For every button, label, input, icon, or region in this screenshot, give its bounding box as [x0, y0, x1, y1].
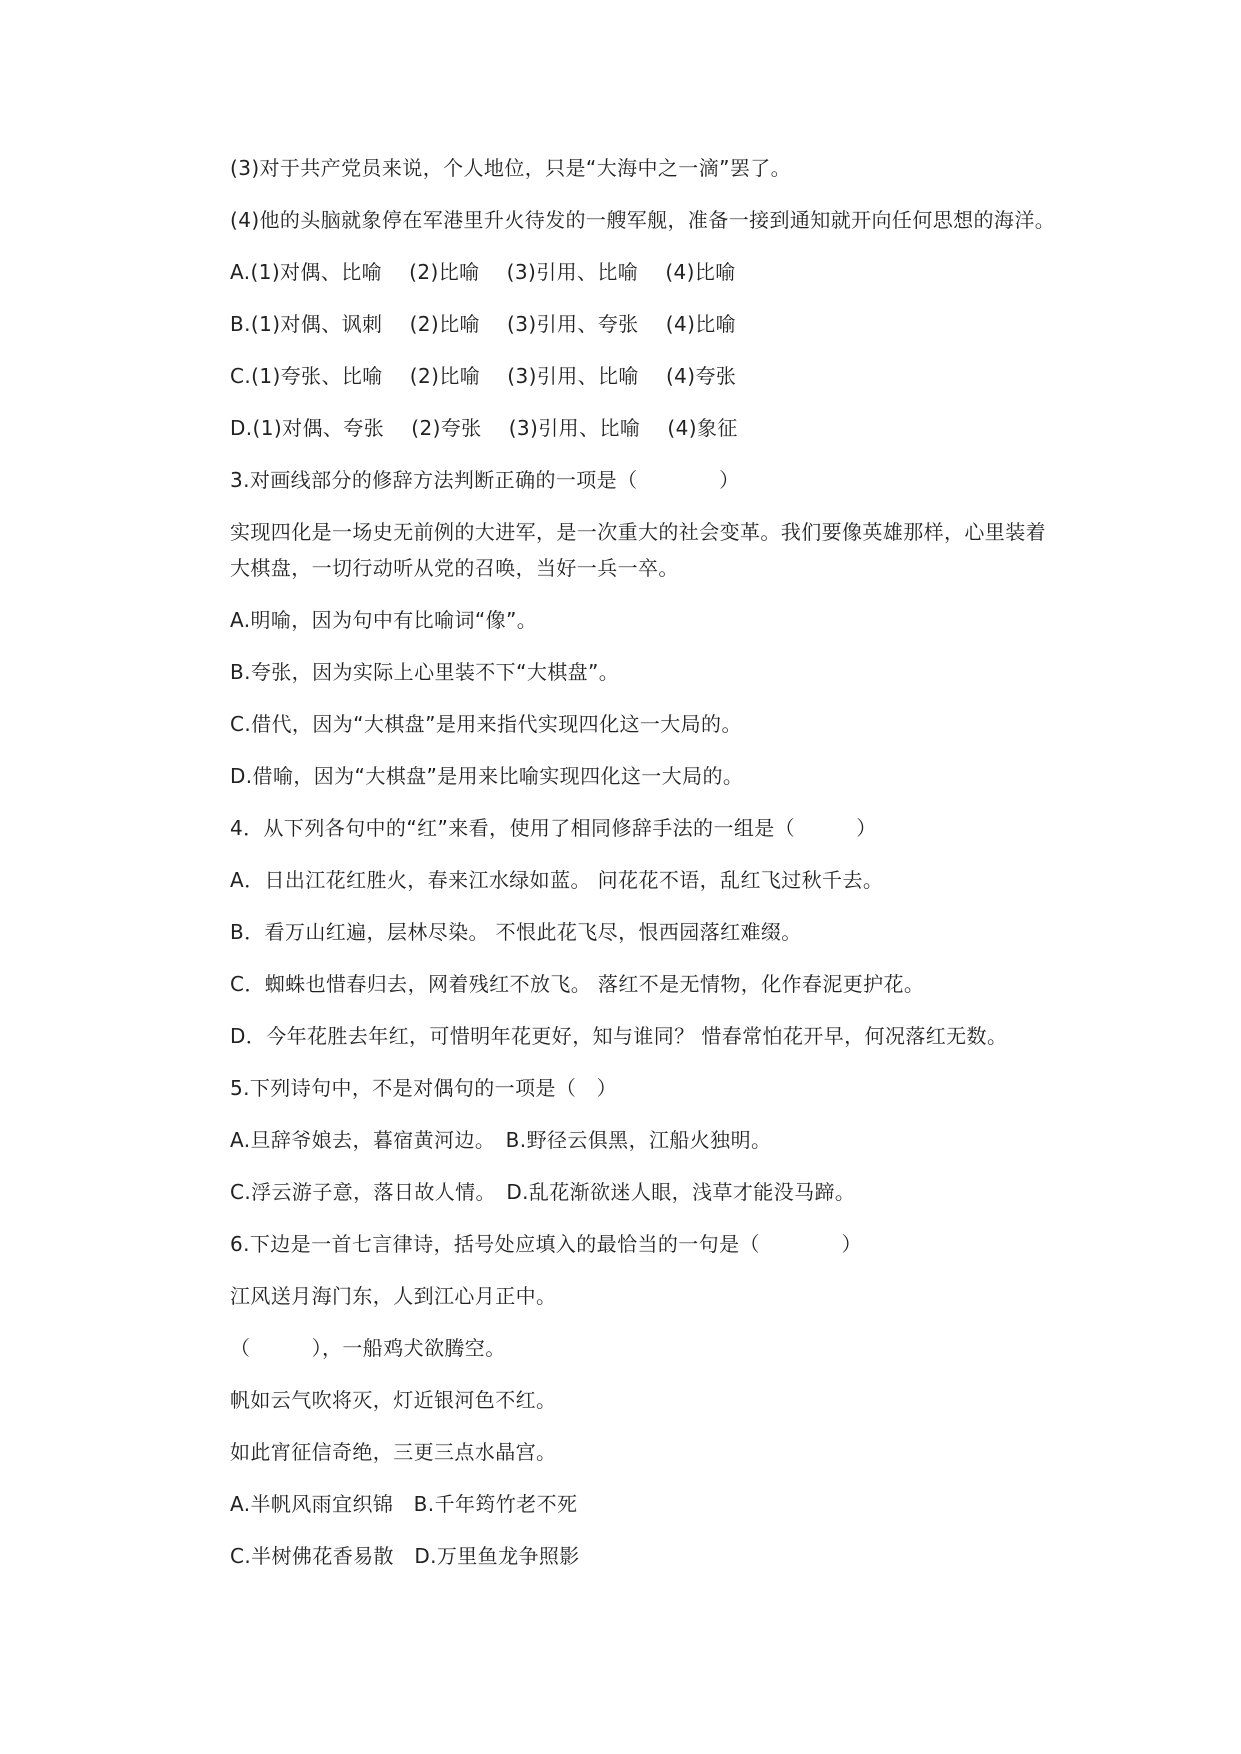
- poem-line-4: 如此宵征信奇绝，三更三点水晶宫。: [230, 1440, 557, 1464]
- q4-option-d: D．今年花胜去年红，可惜明年花更好，知与谁同？ 惜春常怕花开早，何况落红无数。: [230, 1024, 1008, 1048]
- q4-option-c: C．蜘蛛也惜春归去，网着残红不放飞。 落红不是无情物，化作春泥更护花。: [230, 972, 925, 996]
- q3-option-a: A.明喻，因为句中有比喻词“像”。: [230, 608, 538, 632]
- q4-stem: 4．从下列各句中的“红”来看，使用了相同修辞手法的一组是（ ）: [230, 816, 877, 840]
- q2-option-c: C.(1)夸张、比喻 (2)比喻 (3)引用、比喻 (4)夸张: [230, 364, 737, 388]
- q3-option-c: C.借代，因为“大棋盘”是用来指代实现四化这一大局的。: [230, 712, 742, 736]
- q2-option-b: B.(1)对偶、讽刺 (2)比喻 (3)引用、夸张 (4)比喻: [230, 312, 737, 336]
- q5-options-ab: A.旦辞爷娘去，暮宿黄河边。 B.野径云俱黑，江船火独明。: [230, 1128, 772, 1152]
- q2-option-a: A.(1)对偶、比喻 (2)比喻 (3)引用、比喻 (4)比喻: [230, 260, 736, 284]
- q2-item-3: (3)对于共产党员来说，个人地位，只是“大海中之一滴”罢了。: [230, 156, 792, 180]
- q3-option-d: D.借喻，因为“大棋盘”是用来比喻实现四化这一大局的。: [230, 764, 744, 788]
- poem-line-1: 江风送月海门东，人到江心月正中。: [230, 1284, 557, 1308]
- poem-line-2: （ ），一船鸡犬欲腾空。: [230, 1336, 506, 1360]
- q6-stem: 6.下边是一首七言律诗，括号处应填入的最恰当的一句是（ ）: [230, 1232, 862, 1256]
- q2-item-4: (4)他的头脑就象停在军港里升火待发的一艘军舰，准备一接到通知就开向任何思想的海洋。: [230, 208, 1056, 232]
- document-body: [230, 150, 1060, 1590]
- q5-options-cd: C.浮云游子意，落日故人情。 D.乱花渐欲迷人眼，浅草才能没马蹄。: [230, 1180, 856, 1204]
- q6-options-ab: A.半帆风雨宜织锦 B.千年筠竹老不死: [230, 1492, 578, 1516]
- q6-options-cd: C.半树佛花香易散 D.万里鱼龙争照影: [230, 1544, 580, 1568]
- q5-stem: 5.下列诗句中，不是对偶句的一项是（ ）: [230, 1076, 618, 1100]
- q3-stem: 3.对画线部分的修辞方法判断正确的一项是（ ）: [230, 468, 740, 492]
- q2-option-d: D.(1)对偶、夸张 (2)夸张 (3)引用、比喻 (4)象征: [230, 416, 738, 440]
- q3-passage: 实现四化是一场史无前例的大进军，是一次重大的社会变革。我们要像英雄那样，心里装着大棋盘，一切行动听从党的召唤，当好一兵一卒。: [230, 520, 1046, 580]
- q4-option-a: A．日出江花红胜火，春来江水绿如蓝。 问花花不语，乱红飞过秋千去。: [230, 868, 884, 892]
- poem-line-3: 帆如云气吹将灭，灯近银河色不红。: [230, 1388, 557, 1412]
- q4-option-b: B．看万山红遍，层林尽染。 不恨此花飞尽，恨西园落红难缀。: [230, 920, 802, 944]
- q3-option-b: B.夸张，因为实际上心里装不下“大棋盘”。: [230, 660, 620, 684]
